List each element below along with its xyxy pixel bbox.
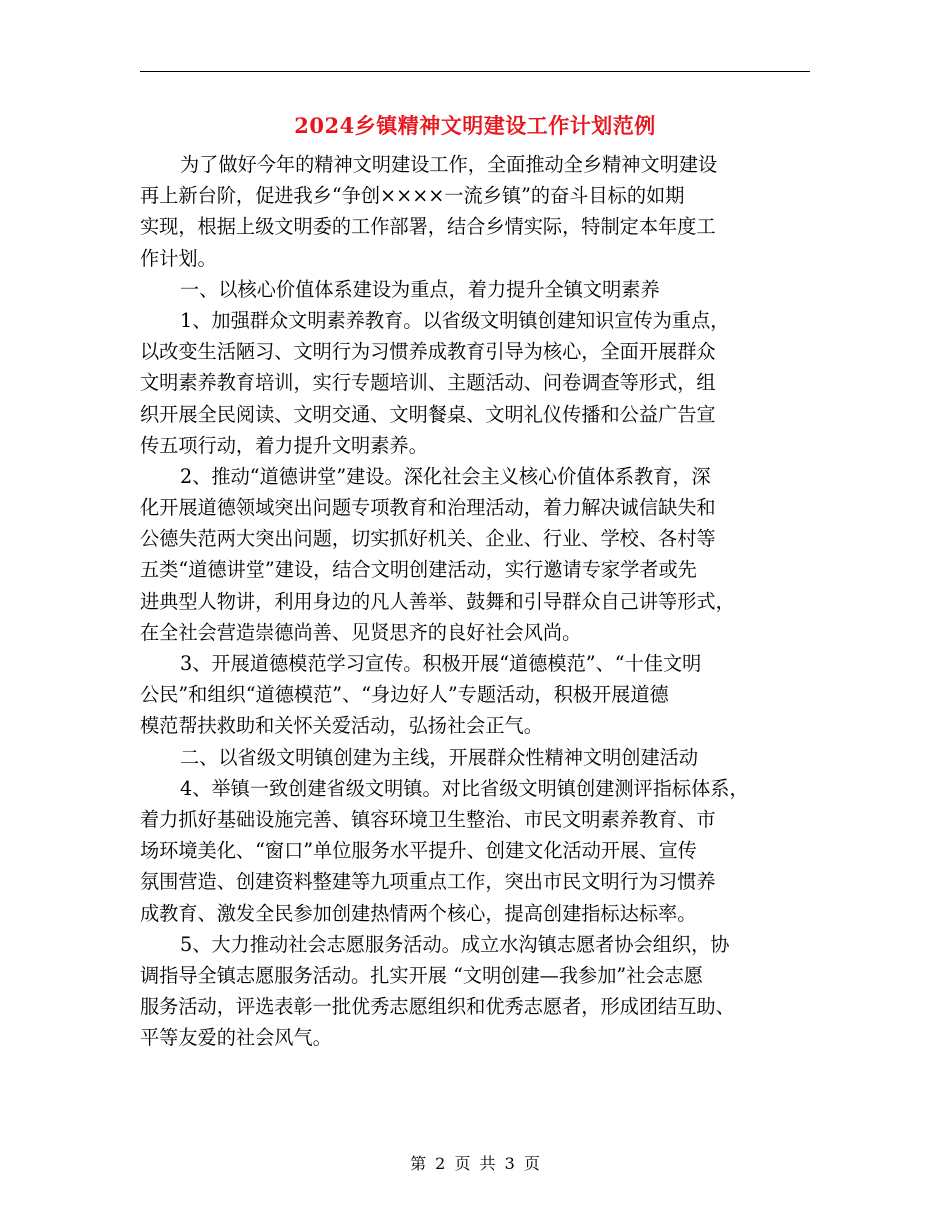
paragraph-line: 公德失范两大突出问题，切实抓好机关、企业、行业、学校、各村等 — [140, 527, 716, 551]
paragraph-line: 五类“道德讲堂”建设，结合文明创建活动，实行邀请专家学者或先 — [140, 558, 697, 582]
paragraph-line: 服务活动，评选表彰一批优秀志愿组织和优秀志愿者，形成团结互助、 — [140, 995, 735, 1019]
paragraph-line: 3、开展道德模范学习宣传。积极开展“道德模范”、“十佳文明 — [180, 652, 702, 675]
paragraph-line: 再上新台阶，促进我乡“争创××××一流乡镇”的奋斗目标的如期 — [140, 184, 685, 208]
paragraph-line: 织开展全民阅读、文明交通、文明餐桌、文明礼仪传播和公益广告宣 — [140, 402, 716, 426]
paragraph-line: 1、加强群众文明素养教育。以省级文明镇创建知识宣传为重点， — [180, 308, 730, 332]
paragraph-line: 调指导全镇志愿服务活动。扎实开展 “文明创建—我参加”社会志愿 — [140, 963, 703, 987]
paragraph-line: 4、举镇一致创建省级文明镇。对比省级文明镇创建测评指标体系， — [180, 776, 749, 800]
paragraph-line: 实现，根据上级文明委的工作部署，结合乡情实际，特制定本年度工 — [140, 215, 716, 239]
paragraph-line: 以改变生活陋习、文明行为习惯养成教育引导为核心，全面开展群众 — [140, 340, 716, 364]
paragraph-line: 化开展道德领域突出问题专项教育和治理活动，着力解决诚信缺失和 — [140, 496, 716, 520]
section-heading: 二、以省级文明镇创建为主线，开展群众性精神文明创建活动 — [180, 745, 699, 769]
paragraph-line: 模范帮扶救助和关怀关爱活动，弘扬社会正气。 — [140, 714, 543, 738]
paragraph-line: 场环境美化、“窗口”单位服务水平提升、创建文化活动开展、宣传 — [140, 839, 697, 863]
paragraph-line: 进典型人物讲，利用身边的凡人善举、鼓舞和引导群众自己讲等形式， — [140, 589, 735, 613]
header-rule — [140, 71, 810, 72]
paragraph-line: 文明素养教育培训，实行专题培训、主题活动、问卷调查等形式，组 — [140, 371, 716, 395]
paragraph-line: 平等友爱的社会风气。 — [140, 1026, 332, 1050]
paragraph-line: 着力抓好基础设施完善、镇容环境卫生整治、市民文明素养教育、市 — [140, 807, 716, 831]
paragraph-line: 成教育、激发全民参加创建热情两个核心，提高创建指标达标率。 — [140, 901, 697, 925]
paragraph-line: 公民”和组织“道德模范”、“身边好人”专题活动，积极开展道德 — [140, 683, 669, 707]
document-title: 2024乡镇精神文明建设工作计划范例 — [294, 113, 656, 138]
document-body — [140, 149, 812, 1053]
paragraph-line: 在全社会营造崇德尚善、见贤思齐的良好社会风尚。 — [140, 620, 582, 644]
paragraph-line: 为了做好今年的精神文明建设工作，全面推动全乡精神文明建设 — [180, 153, 718, 176]
paragraph-line: 氛围营造、创建资料整建等九项重点工作，突出市民文明行为习惯养 — [140, 870, 716, 894]
section-heading: 一、以核心价值体系建设为重点，着力提升全镇文明素养 — [180, 277, 660, 301]
paragraph-line: 作计划。 — [140, 246, 217, 270]
page-number: 第 2 页 共 3 页 — [410, 1154, 540, 1173]
paragraph-line: 传五项行动，着力提升文明素养。 — [140, 433, 428, 457]
paragraph-line: 2、推动“道德讲堂”建设。深化社会主义核心价值体系教育，深 — [180, 464, 711, 488]
paragraph-line: 5、大力推动社会志愿服务活动。成立水沟镇志愿者协会组织，协 — [180, 932, 730, 956]
